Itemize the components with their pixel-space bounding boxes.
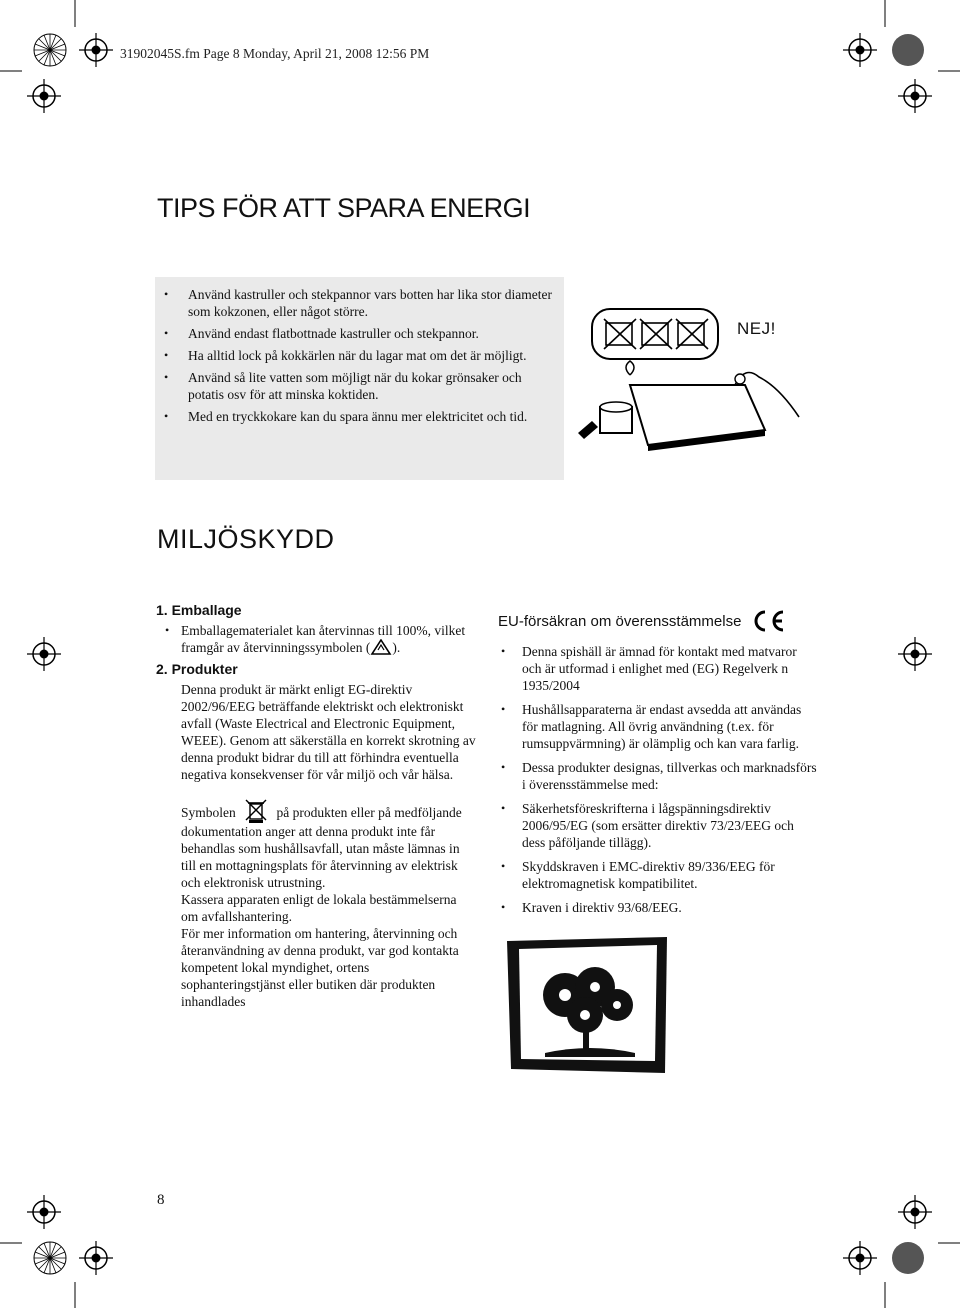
eu-item: • Kraven i direktiv 93/68/EEG. [497, 899, 817, 916]
environment-left-column [156, 602, 476, 1010]
tip-item: • Använd så lite vatten som möjligt när du kokar grönsaker och potatis osv för att minska koktiden. [155, 369, 560, 403]
eu-list [497, 643, 817, 916]
tip-item: • Med en tryckkokare kan du spara ännu mer elektricitet och tid. [155, 408, 560, 425]
tip-item: • Använd kastruller och stekpannor vars botten har lika stor diameter som kokzonen, eller något större. [155, 286, 560, 320]
packaging-item [156, 622, 476, 656]
eu-heading-text: EU-försäkran om överensstämmelse [498, 612, 742, 630]
recycle-icon [370, 639, 392, 655]
eu-item: • Säkerhetsföreskrifterna i lågspänningsdirektiv 2006/95/EG (som ersätter direktiv 73/23/EEG och dess påföljande tillägg). [497, 800, 817, 851]
eu-heading [498, 609, 817, 633]
tip-item: • Använd endast flatbottnade kastruller och stekpannor. [155, 325, 560, 342]
tip-item: • Ha alltid lock på kokkärlen när du lagar mat om det är möjligt. [155, 347, 560, 364]
packaging-list [156, 622, 476, 656]
symbol-paragraph [181, 797, 476, 891]
eu-item: • Skyddskraven i EMC-direktiv 89/336/EEG för elektromagnetisk kompatibilitet. [497, 858, 817, 892]
environment-title: MILJÖSKYDD [157, 524, 335, 554]
eu-item: • Hushållsapparaterna är endast avsedda att användas för matlagning. All övrig användning (t.ex. för rumsuppvärmning) är olämplig och kan vara farlig. [497, 701, 817, 752]
packaging-text-end: ). [392, 640, 401, 655]
packaging-heading: 1. Emballage [156, 602, 242, 618]
symbol-text-after: på produkten eller på medföljande dokumentation anger att denna produkt inte får behandlas som hushållsavfall, utan måste lämnas in till en mottagningsplats för återvinning av elektrisk och elektronisk utrustning. [181, 805, 462, 890]
products-heading: 2. Produkter [156, 661, 238, 677]
eco-label-icon [505, 935, 670, 1075]
print-header: 31902045S.fm Page 8 Monday, April 21, 2008 12:56 PM [120, 46, 430, 61]
packaging-text: Emballagematerialet kan återvinnas till 100%, vilket framgår av återvinningssymbolen ( [181, 623, 466, 655]
wheelie-bin-icon [243, 797, 269, 823]
nej-label: NEJ! [737, 319, 776, 338]
eu-item: • Denna spishäll är ämnad för kontakt med matvaror och är utformad i enlighet med (EG) Regelverk n 1935/2004 [497, 643, 817, 694]
dispose-paragraph: Kassera apparaten enligt de lokala bestämmelserna om avfallshantering. [181, 892, 457, 924]
eu-declaration-column [497, 609, 817, 923]
products-paragraph: Denna produkt är märkt enligt EG-direktiv 2002/96/EEG beträffande elektriskt och elektroniskt avfall (Waste Electrical and Electronic Equipment, WEEE). Genom att säkerställa en korrekt skrotning av denna produkt bidrar du till att förhindra eventuella negativa konsekvenser för vår miljö och vår hälsa. [181, 682, 476, 782]
eu-item: • Dessa produkter designas, tillverkas och marknadsförs i överensstämmelse med: [497, 759, 817, 793]
symbol-text-before: Symbolen [181, 805, 236, 820]
ce-mark-icon [749, 609, 787, 633]
energy-tips-list [155, 286, 560, 430]
more-info-paragraph: För mer information om hantering, återvinning och återanvändning av denna produkt, var god kontakta kompetent lokal myndighet, ortens sophanteringstjänst eller butiken där produkten inhandlades [181, 926, 459, 1009]
energy-title: TIPS FÖR ATT SPARA ENERGI [157, 193, 531, 223]
page-number: 8 [157, 1192, 165, 1208]
